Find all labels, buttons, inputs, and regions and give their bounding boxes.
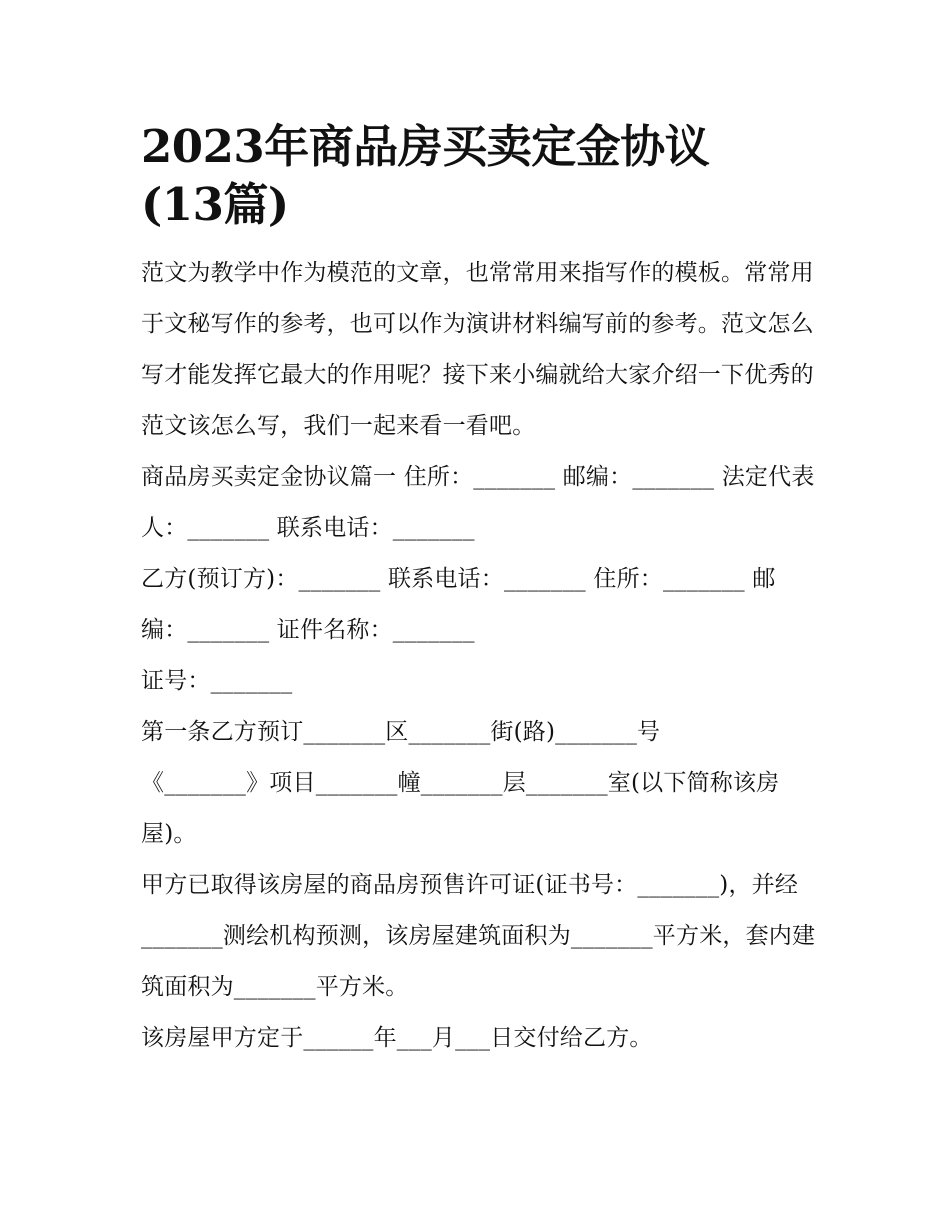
article-one-location: 第一条乙方预订_______区_______街(路)_______号 bbox=[141, 719, 661, 745]
presale-permit-paragraph: 甲方已取得该房屋的商品房预售许可证(证书号：_______)，并经_______测绘机构预测，该房屋建筑面积为_______平方米，套内建筑面积为_______平方米。 bbox=[141, 872, 816, 1000]
article-one-project: 《_______》项目_______幢_______层_______室(以下简称该房屋)。 bbox=[141, 770, 780, 847]
document-page bbox=[141, 118, 821, 1064]
certificate-number: 证号：_______ bbox=[141, 668, 293, 694]
delivery-date-paragraph: 该房屋甲方定于______年___月___日交付给乙方。 bbox=[141, 1025, 653, 1051]
party-a-info: 商品房买卖定金协议篇一 住所：_______ 邮编：_______ 法定代表人：_______ 联系电话：_______ bbox=[141, 464, 815, 541]
title-line-2: (13篇) bbox=[141, 178, 289, 231]
title-line-1: 2023年商品房买卖定金协议 bbox=[141, 120, 710, 173]
document-title bbox=[141, 118, 821, 234]
intro-paragraph: 范文为教学中作为模范的文章，也常常用来指写作的模板。常常用于文秘写作的参考，也可以作为演讲材料编写前的参考。范文怎么写才能发挥它最大的作用呢？接下来小编就给大家介绍一下优秀的范文该怎么写，我们一起来看一看吧。 bbox=[141, 260, 814, 439]
party-b-info: 乙方(预订方)：_______ 联系电话：_______ 住所：_______ 邮编：_______ 证件名称：_______ bbox=[141, 566, 776, 643]
